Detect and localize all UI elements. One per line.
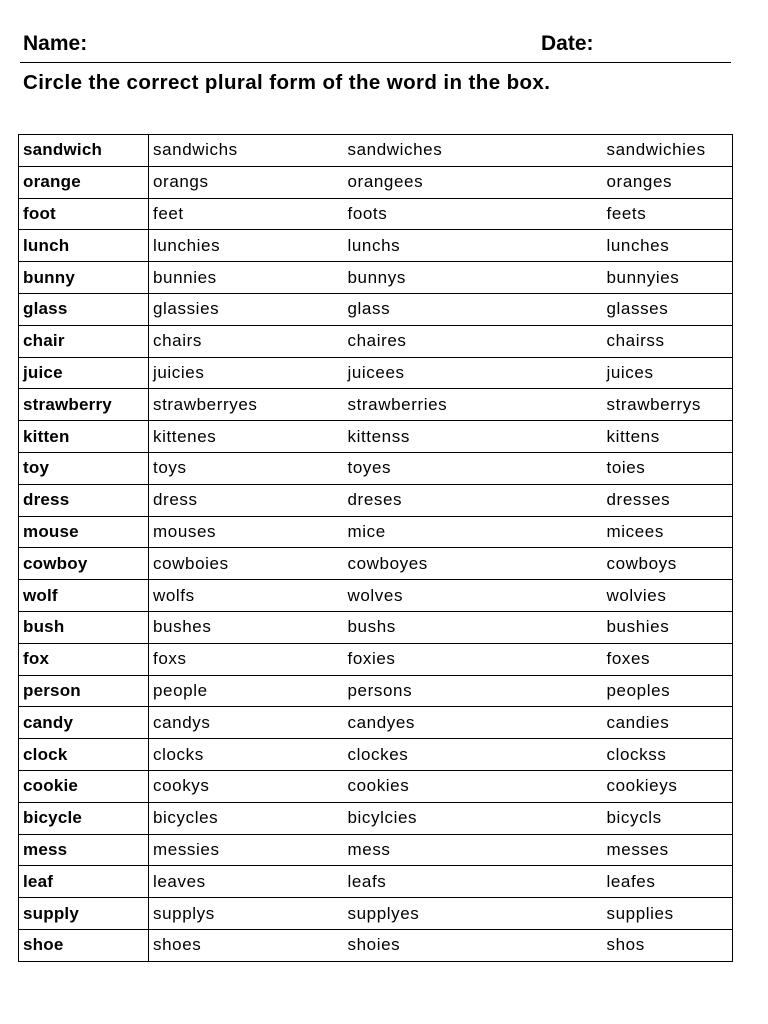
plural-option[interactable]: lunches — [603, 230, 733, 262]
plural-option[interactable]: persons — [344, 675, 603, 707]
plural-option[interactable]: sandwiches — [344, 135, 603, 167]
singular-word: cowboy — [19, 548, 149, 580]
singular-word: candy — [19, 707, 149, 739]
plural-option[interactable]: bicycls — [603, 802, 733, 834]
table-row — [19, 802, 733, 834]
singular-word: mess — [19, 834, 149, 866]
plural-option[interactable]: people — [149, 675, 344, 707]
singular-word: person — [19, 675, 149, 707]
plural-option[interactable]: toyes — [344, 452, 603, 484]
plural-option[interactable]: sandwichies — [603, 135, 733, 167]
singular-word: leaf — [19, 866, 149, 898]
singular-word: dress — [19, 484, 149, 516]
table-row — [19, 325, 733, 357]
plural-option[interactable]: wolves — [344, 580, 603, 612]
plural-option[interactable]: shoies — [344, 929, 603, 961]
plural-option[interactable]: strawberrys — [603, 389, 733, 421]
plural-option[interactable]: mouses — [149, 516, 344, 548]
instructions: Circle the correct plural form of the word in the box. — [23, 71, 551, 94]
plural-option[interactable]: wolvies — [603, 580, 733, 612]
plural-option[interactable]: foxes — [603, 643, 733, 675]
plural-option[interactable]: clocks — [149, 739, 344, 771]
table-row — [19, 834, 733, 866]
table-row — [19, 898, 733, 930]
table-row — [19, 262, 733, 294]
plural-option[interactable]: bushs — [344, 611, 603, 643]
plural-option[interactable]: bunnys — [344, 262, 603, 294]
plural-option[interactable]: cookies — [344, 770, 603, 802]
table-row — [19, 389, 733, 421]
plural-option[interactable]: bushes — [149, 611, 344, 643]
table-row — [19, 548, 733, 580]
plural-option[interactable]: glasses — [603, 293, 733, 325]
plural-option[interactable]: peoples — [603, 675, 733, 707]
name-label: Name: — [23, 32, 88, 55]
plural-option[interactable]: dresses — [603, 484, 733, 516]
plural-option[interactable]: cookieys — [603, 770, 733, 802]
plural-option[interactable]: foxies — [344, 643, 603, 675]
plural-option[interactable]: dreses — [344, 484, 603, 516]
singular-word: cookie — [19, 770, 149, 802]
header — [20, 28, 731, 63]
plural-option[interactable]: kittenes — [149, 421, 344, 453]
table-row — [19, 135, 733, 167]
singular-word: mouse — [19, 516, 149, 548]
singular-word: supply — [19, 898, 149, 930]
plural-option[interactable]: bunnyies — [603, 262, 733, 294]
plural-option[interactable]: strawberryes — [149, 389, 344, 421]
plural-option[interactable]: lunchies — [149, 230, 344, 262]
table-row — [19, 484, 733, 516]
plural-option[interactable]: supplyes — [344, 898, 603, 930]
plural-option[interactable]: bushies — [603, 611, 733, 643]
plural-option[interactable]: chairss — [603, 325, 733, 357]
plural-option[interactable]: bicylcies — [344, 802, 603, 834]
plural-option[interactable]: supplys — [149, 898, 344, 930]
singular-word: toy — [19, 452, 149, 484]
plural-option[interactable]: cowboyes — [344, 548, 603, 580]
plural-option[interactable]: juicies — [149, 357, 344, 389]
plural-option[interactable]: sandwichs — [149, 135, 344, 167]
plural-option[interactable]: leafes — [603, 866, 733, 898]
plural-option[interactable]: candies — [603, 707, 733, 739]
plural-option[interactable]: kittenss — [344, 421, 603, 453]
plural-option[interactable]: bunnies — [149, 262, 344, 294]
plural-option[interactable]: mess — [344, 834, 603, 866]
plural-option[interactable]: clockss — [603, 739, 733, 771]
plural-option[interactable]: micees — [603, 516, 733, 548]
singular-word: kitten — [19, 421, 149, 453]
singular-word: bunny — [19, 262, 149, 294]
plural-option[interactable]: toys — [149, 452, 344, 484]
plural-option[interactable]: feets — [603, 198, 733, 230]
singular-word: juice — [19, 357, 149, 389]
table-row — [19, 770, 733, 802]
singular-word: glass — [19, 293, 149, 325]
singular-word: bush — [19, 611, 149, 643]
table-row — [19, 866, 733, 898]
plural-option[interactable]: juicees — [344, 357, 603, 389]
plural-option[interactable]: glass — [344, 293, 603, 325]
plural-option[interactable]: foots — [344, 198, 603, 230]
plural-worksheet-table — [18, 134, 733, 962]
plural-option[interactable]: clockes — [344, 739, 603, 771]
plural-option[interactable]: wolfs — [149, 580, 344, 612]
singular-word: wolf — [19, 580, 149, 612]
table-row — [19, 611, 733, 643]
table-row — [19, 230, 733, 262]
table-row — [19, 293, 733, 325]
singular-word: clock — [19, 739, 149, 771]
table-row — [19, 739, 733, 771]
table-row — [19, 357, 733, 389]
date-label: Date: — [541, 32, 594, 55]
table-row — [19, 675, 733, 707]
plural-option[interactable]: foxs — [149, 643, 344, 675]
plural-option[interactable]: shoes — [149, 929, 344, 961]
plural-option[interactable]: lunchs — [344, 230, 603, 262]
plural-option[interactable]: chairs — [149, 325, 344, 357]
plural-option[interactable]: shos — [603, 929, 733, 961]
plural-option[interactable]: juices — [603, 357, 733, 389]
singular-word: lunch — [19, 230, 149, 262]
plural-option[interactable]: cookys — [149, 770, 344, 802]
plural-option[interactable]: strawberries — [344, 389, 603, 421]
table-row — [19, 643, 733, 675]
plural-option[interactable]: orangees — [344, 166, 603, 198]
plural-option[interactable]: cowboys — [603, 548, 733, 580]
plural-option[interactable]: oranges — [603, 166, 733, 198]
table-row — [19, 452, 733, 484]
plural-option[interactable]: chaires — [344, 325, 603, 357]
singular-word: sandwich — [19, 135, 149, 167]
singular-word: orange — [19, 166, 149, 198]
table-row — [19, 166, 733, 198]
table-row — [19, 198, 733, 230]
plural-option[interactable]: toies — [603, 452, 733, 484]
table-row — [19, 421, 733, 453]
singular-word: shoe — [19, 929, 149, 961]
plural-option[interactable]: feet — [149, 198, 344, 230]
plural-option[interactable]: leaves — [149, 866, 344, 898]
plural-option[interactable]: bicycles — [149, 802, 344, 834]
plural-option[interactable]: cowboies — [149, 548, 344, 580]
table-row — [19, 707, 733, 739]
plural-option[interactable]: supplies — [603, 898, 733, 930]
plural-option[interactable]: leafs — [344, 866, 603, 898]
table-row — [19, 929, 733, 961]
plural-option[interactable]: candys — [149, 707, 344, 739]
plural-option[interactable]: dress — [149, 484, 344, 516]
plural-option[interactable]: mice — [344, 516, 603, 548]
plural-option[interactable]: messies — [149, 834, 344, 866]
table-row — [19, 580, 733, 612]
singular-word: fox — [19, 643, 149, 675]
singular-word: foot — [19, 198, 149, 230]
singular-word: strawberry — [19, 389, 149, 421]
plural-option[interactable]: candyes — [344, 707, 603, 739]
plural-option[interactable]: messes — [603, 834, 733, 866]
plural-option[interactable]: kittens — [603, 421, 733, 453]
plural-option[interactable]: orangs — [149, 166, 344, 198]
table-row — [19, 516, 733, 548]
plural-option[interactable]: glassies — [149, 293, 344, 325]
singular-word: bicycle — [19, 802, 149, 834]
singular-word: chair — [19, 325, 149, 357]
